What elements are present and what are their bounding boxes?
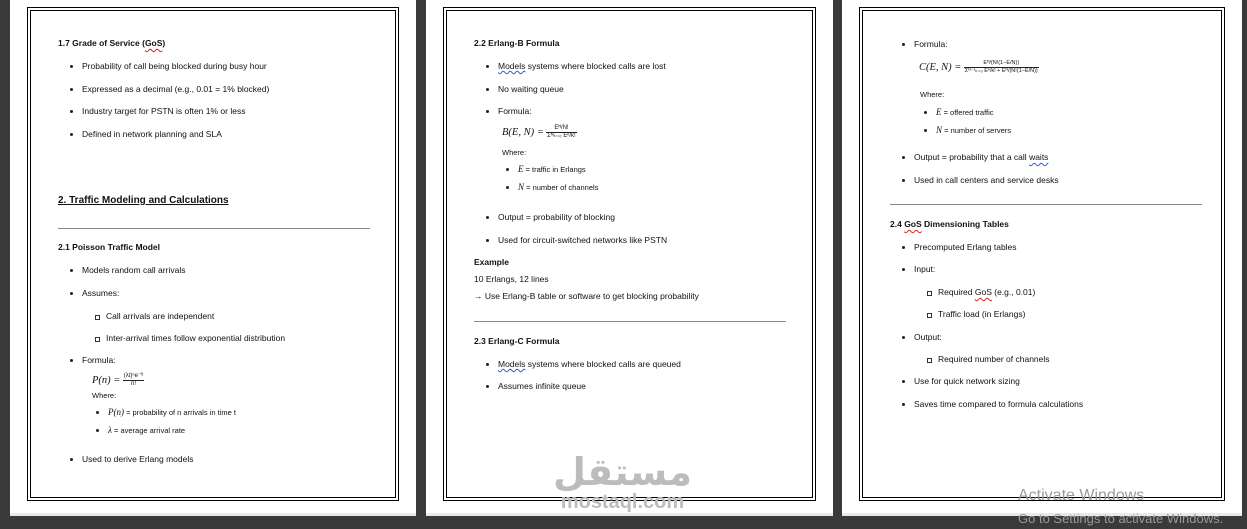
- list-item: Models systems where blocked calls are queued: [498, 359, 681, 369]
- list-item: Used for circuit-switched networks like PSTN: [498, 235, 668, 245]
- variable-item: E = offered traffic: [936, 107, 994, 117]
- heading-2-1: 2.1 Poisson Traffic Model: [58, 242, 161, 252]
- list-item: Use for quick network sizing: [914, 376, 1020, 386]
- list-item: Formula:: [498, 106, 532, 116]
- heading-1-7: 1.7 Grade of Service (GoS): [58, 38, 166, 48]
- formula-numerator: (λt)ⁿe⁻ˡᵗ: [123, 373, 144, 379]
- activate-windows-subtitle: Go to Settings to activate Windows.: [1018, 511, 1224, 526]
- mostaql-watermark: [553, 452, 692, 512]
- document-page-1: [10, 0, 416, 513]
- list-item: Precomputed Erlang tables: [914, 242, 1017, 252]
- formula-denominator: Σᴺ⁻¹ₖ₌₀ Eᵏ/k! + Eᴺ/(N!(1−E/N)): [964, 68, 1038, 74]
- divider: [474, 321, 786, 322]
- watermark-latin: mostaql.com: [560, 491, 685, 513]
- list-item: Input:: [914, 264, 936, 274]
- erlang-b-formula: [502, 125, 577, 140]
- variable-item: λ = average arrival rate: [108, 425, 186, 435]
- list-item: Defined in network planning and SLA: [82, 129, 222, 139]
- list-item: No waiting queue: [498, 84, 564, 94]
- sub-list-item: Call arrivals are independent: [106, 311, 215, 321]
- page-gap: [416, 0, 426, 529]
- where-label: Where:: [92, 391, 117, 400]
- variable-item: N = number of servers: [936, 125, 1012, 135]
- list-item: Output = probability of blocking: [498, 212, 615, 222]
- variable-item: N = number of channels: [518, 182, 599, 192]
- example-text: → Use Erlang-B table or software to get blocking probability: [474, 291, 699, 301]
- variable-item: E = traffic in Erlangs: [518, 164, 586, 174]
- heading-section-2: 2. Traffic Modeling and Calculations: [58, 195, 229, 206]
- heading-2-4: 2.4 GoS Dimensioning Tables: [890, 219, 1009, 229]
- document-page-2: [426, 0, 833, 513]
- list-item: Industry target for PSTN is often 1% or less: [82, 106, 246, 116]
- example-text: 10 Erlangs, 12 lines: [474, 274, 549, 284]
- heading-2-3: 2.3 Erlang-C Formula: [474, 336, 560, 346]
- watermark-arabic: مستقل: [553, 450, 692, 494]
- heading-2-2: 2.2 Erlang-B Formula: [474, 38, 560, 48]
- list-item: Models random call arrivals: [82, 265, 186, 275]
- sub-list-item: Required number of channels: [938, 354, 1050, 364]
- list-item: Used to derive Erlang models: [82, 454, 194, 464]
- list-item: Output = probability that a call waits: [914, 152, 1049, 162]
- divider: [890, 204, 1202, 205]
- page-gap: [0, 0, 10, 529]
- list-item: Formula:: [82, 355, 116, 365]
- formula-denominator: n!: [131, 381, 137, 387]
- sub-list-item: Required GoS (e.g., 0.01): [938, 287, 1036, 297]
- list-item: Assumes:: [82, 288, 120, 298]
- where-label: Where:: [502, 148, 527, 157]
- poisson-formula: [92, 373, 144, 388]
- formula-lhs: B(E, N) =: [502, 126, 544, 138]
- formula-denominator: Σᴺₖ₌₀ Eᵏ/k!: [547, 133, 576, 139]
- formula-numerator: Eᴺ/(N!(1−E/N)): [964, 60, 1039, 68]
- formula-lhs: P(n) =: [92, 374, 121, 386]
- variable-item: P(n) = probability of n arrivals in time t: [108, 407, 236, 417]
- list-item: Assumes infinite queue: [498, 381, 586, 391]
- document-page-3: [842, 0, 1242, 513]
- sub-list-item: Traffic load (in Erlangs): [938, 309, 1026, 319]
- page-gap: [833, 0, 842, 529]
- formula-numerator: Eᴺ/N!: [546, 125, 577, 133]
- list-item: Saves time compared to formula calculations: [914, 399, 1084, 409]
- list-item: Used in call centers and service desks: [914, 175, 1059, 185]
- example-heading: Example: [474, 257, 509, 267]
- list-item: Output:: [914, 332, 942, 342]
- list-item: Models systems where blocked calls are lost: [498, 61, 666, 71]
- erlang-c-formula: [919, 60, 1039, 75]
- divider: [58, 228, 370, 229]
- formula-lhs: C(E, N) =: [919, 61, 962, 73]
- where-label: Where:: [920, 90, 945, 99]
- list-item: Expressed as a decimal (e.g., 0.01 = 1% blocked): [82, 84, 270, 94]
- sub-list-item: Inter-arrival times follow exponential distribution: [106, 333, 286, 343]
- page-gap: [1242, 0, 1247, 529]
- list-item: Probability of call being blocked during busy hour: [82, 61, 267, 71]
- list-item: Formula:: [914, 39, 948, 49]
- activate-windows-title: Activate Windows: [1018, 487, 1145, 504]
